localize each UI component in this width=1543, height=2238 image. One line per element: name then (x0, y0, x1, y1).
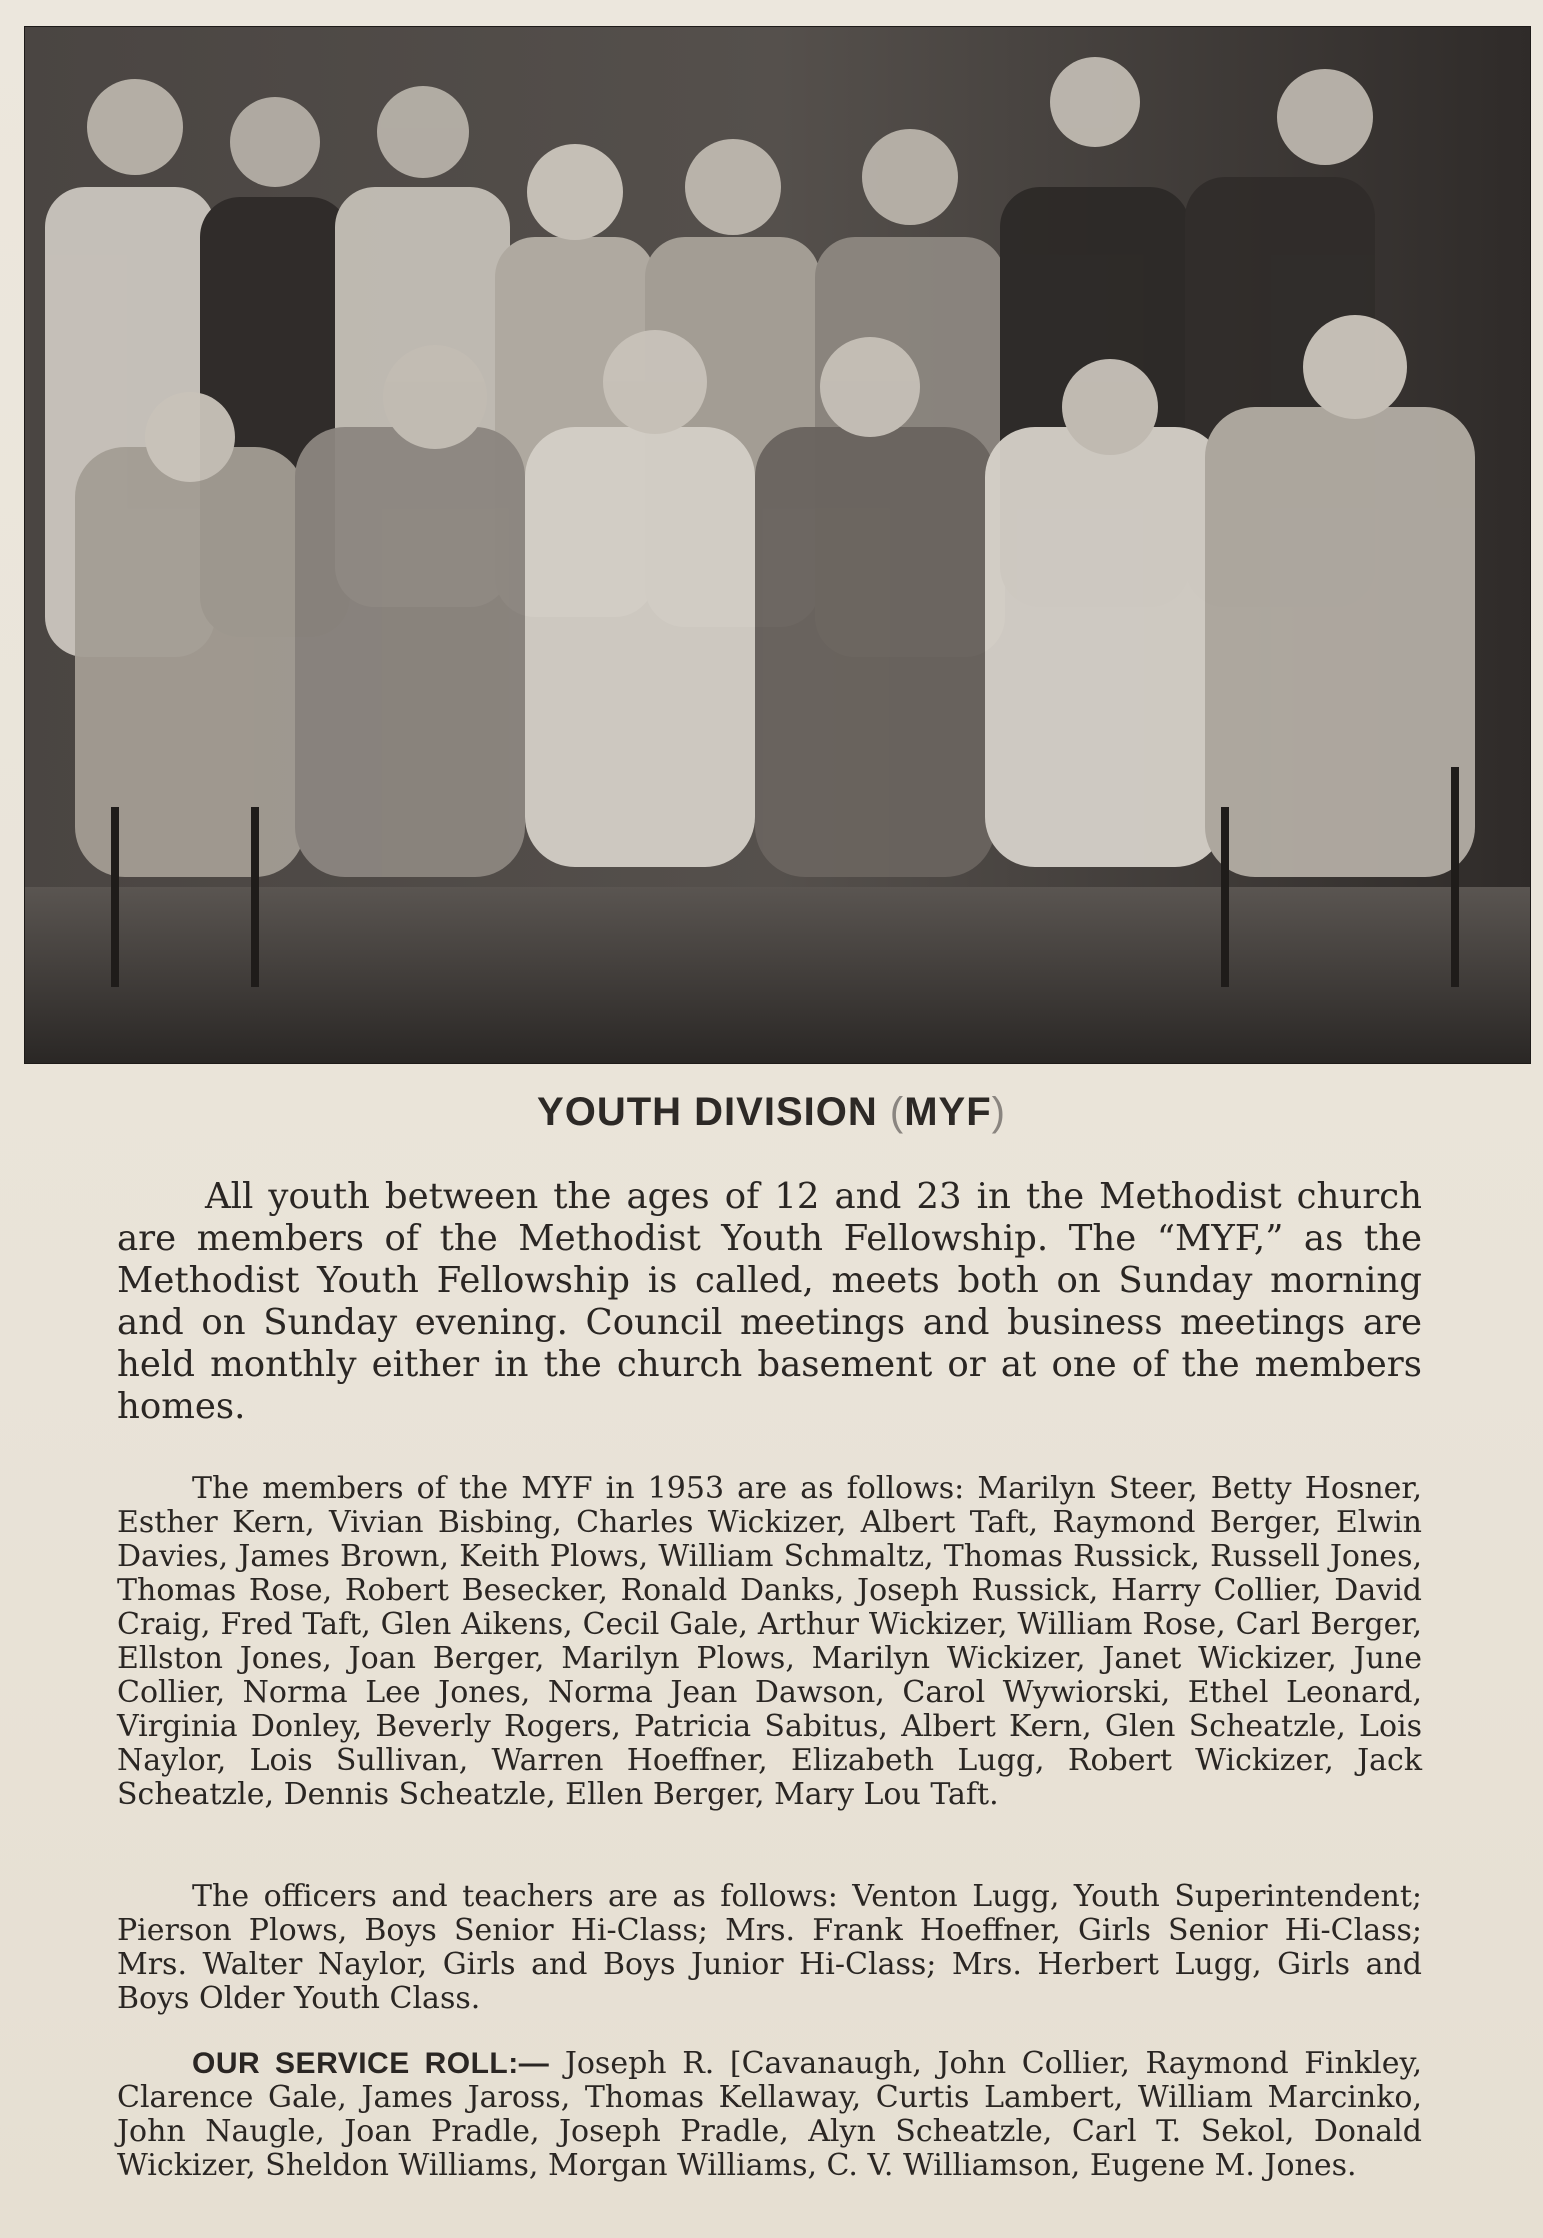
service-roll-paragraph (117, 2047, 1422, 2183)
heading-paren-close: ) (991, 1090, 1006, 1134)
officers-paragraph: The officers and teachers are as follows: Venton Lugg, Youth Superintendent; Pierson Plows, Boys Senior Hi-Class; Mrs. Frank Hoeffner, Girls Senior Hi-Class; Mrs. Walter Naylor, Girls and Boys Junior Hi-Class; Mrs. Herbert Lugg, Girls and Boys Older Youth Class. (117, 1879, 1422, 2016)
service-roll-label: OUR SERVICE ROLL:— (192, 2047, 550, 2080)
section-heading (0, 1090, 1543, 1135)
heading-paren-open: ( (889, 1090, 905, 1134)
service-roll-names: Joseph R. [Cavanaugh, John Collier, Raymond Finkley, Clarence Gale, James Jaross, Thomas Kellaway, Curtis Lambert, William Marcinko, John Naugle, Joan Pradle, Joseph Pradle, Alyn Scheatzle, Carl T. Sekol, Donald Wickizer, Sheldon Williams, Morgan Williams, C. V. Williamson, Eugene M. Jones. (117, 2046, 1422, 2183)
group-photo (24, 26, 1531, 1064)
heading-title: YOUTH DIVISION (537, 1090, 878, 1134)
intro-paragraph: All youth between the ages of 12 and 23 in the Methodist church are members of the Methodist Youth Fellowship. The “MYF,” as the Methodist Youth Fellowship is called, meets both on Sunday morning and on Sunday evening. Council meetings and business meetings are held monthly either in the church basement or at one of the members homes. (117, 1176, 1422, 1427)
heading-abbr: MYF (904, 1090, 992, 1134)
group-photo-icon (25, 27, 1530, 1063)
members-paragraph: The members of the MYF in 1953 are as follows: Marilyn Steer, Betty Hosner, Esther Kern, Vivian Bisbing, Charles Wickizer, Albert Taft, Raymond Berger, Elwin Davies, James Brown, Keith Plows, William Schmaltz, Thomas Russick, Russell Jones, Thomas Rose, Robert Besecker, Ronald Danks, Joseph Russick, Harry Collier, David Craig, Fred Taft, Glen Aikens, Cecil Gale, Arthur Wickizer, William Rose, Carl Berger, Ellston Jones, Joan Berger, Marilyn Plows, Marilyn Wickizer, Janet Wickizer, June Collier, Norma Lee Jones, Norma Jean Dawson, Carol Wywiorski, Ethel Leonard, Virginia Donley, Beverly Rogers, Patricia Sabitus, Albert Kern, Glen Scheatzle, Lois Naylor, Lois Sullivan, Warren Hoeffner, Elizabeth Lugg, Robert Wickizer, Jack Scheatzle, Dennis Scheatzle, Ellen Berger, Mary Lou Taft. (117, 1471, 1422, 1812)
